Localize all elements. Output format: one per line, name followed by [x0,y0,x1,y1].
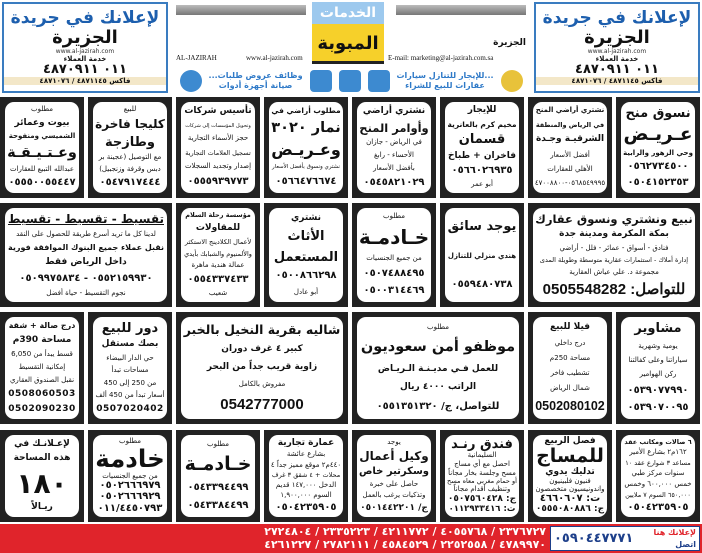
classified-ad[interactable] [0,312,84,424]
classified-ad[interactable] [264,430,348,522]
website-link[interactable]: www.al-jazirah.com [246,54,303,62]
ad-text: تأسيس شركات [184,106,252,117]
promo-service-label: خدمة العملاء [595,55,639,63]
ad-body [269,435,343,517]
ad-phone: ٠٥٠٢٦٦٦٩٧٩ [99,479,161,491]
ad-text: عبدالله التبيع للعقارات [9,164,75,173]
ad-phone: ٠٥٠٤٢٣٥٩٠٥ [275,501,337,513]
ad-text: مساعد ٣ شوارع عقد ١٠ [625,459,691,468]
ad-text: مجموعة د. علي عياش العقارية [569,268,659,277]
map-badge-icon [501,70,523,92]
ad-text: من 250 إلى 450 [103,378,157,387]
classified-ad[interactable] [352,430,436,522]
promo-phone: ٠١١ ٤٨٧٠٩١١ [575,62,659,77]
classified-ad[interactable] [616,312,700,424]
ad-text: الشرقيـة وجـدة [535,134,605,145]
ad-text: نمار ٣٠٢٠ [271,120,341,137]
ad-text: للمقاولات [195,223,241,234]
cta-phone: ٠٥٩٠٤٤٧٧٧١ [554,531,634,546]
ad-phone: ٠٥٥٥٩٣٩٧٧٣ [187,176,249,188]
ad-text: يوجد [387,437,401,446]
ad-text: يومية وشهرية [638,341,678,350]
ad-text: الأثاث [287,229,325,245]
ad-text: مطلوب [383,212,406,221]
ad-text: نسوق منح [625,105,691,121]
ad-text: مشاوير [634,321,682,337]
ad-phone: ٠٥٤٣٣٨٤٤٩٩ [187,499,249,511]
ad-text: تسجيل العلامات التجارية [185,148,251,157]
ad-phone: ٠٥٤٥٨٢١٠٢٩ [363,176,425,188]
advertise-promo-right[interactable] [534,2,700,93]
ad-phone: ٠٥٦٢٧٣٤٥٠٠ [627,161,689,173]
ad-text: ٤٤٠م٢ موقع مميز جداً ٤ [270,460,342,469]
ad-text: للمساج [536,445,604,468]
classified-ad[interactable] [0,203,172,307]
ad-text: مخيم كرم بالعانرية [447,119,517,129]
ad-text: سياراتنا وعلى كفالتنا [628,356,688,365]
people-icon [339,70,361,92]
ad-text: السليمانية [467,451,497,460]
classified-ad[interactable] [440,97,524,198]
ad-body [181,317,343,419]
ad-phone: ٠٥٠٤٢٣٥٩٠٥ [627,501,689,513]
ad-phone: ٠٥٦٦٤٧٦٦٧٤ [275,176,337,188]
ad-phone: ٠٥٠٠٨٦٦٢٩٨ [275,270,337,282]
promo-website: www.al-jazirah.com [55,48,115,55]
ad-text: ٦٥٠,٠٠٠ السوم ٧ ملايين [625,491,691,500]
ad-text: قسط يبدأ من 6,050 [11,349,73,358]
ad-text: إمكانية التقسيط [18,362,66,371]
ad-text: المستعمل [273,249,339,265]
ad-text: كبير ٤ غرف دوران [221,343,303,354]
ad-text: مطلوب [207,439,230,448]
ad-body [269,102,343,193]
ad-phone: للتواصل، ج/ ٠٥٥١٣٥١٣٢٠ [376,400,500,412]
house-tree-icon [368,70,390,92]
ad-text: مساحة 250م [549,353,591,362]
ad-text: والألمنيوم والشبابك بأيدي [184,249,252,258]
ad-phone: ٠٥٤٧٩١٧٤٤٤ [99,177,161,189]
ad-text: دور للبيع [101,320,159,336]
ad-body [357,102,431,193]
ad-text: للعمل فـي مديـنـة الـريـاض [377,363,499,374]
ad-phone: ٠٥٠٠٣١٤٤٦٩ [363,285,425,297]
ad-text: تقسيط - تقسيط - تقسيط [8,211,164,226]
ad-phone: ت: ٤٦٦٠٦٠٧ [539,493,601,505]
ad-phone: ج/ ٠٥٠١٤٤٢٢٠١ [360,502,428,513]
ad-phone: ٠٥٣٩٠٧٧٩٩٠ [627,384,689,396]
ad-text: من جميع الجنسيات [102,471,158,480]
classified-ad[interactable] [440,203,524,307]
ad-text: وتذكيات يرغب بالعمل [362,491,426,500]
ad-text: نشتري أراضي [362,105,426,116]
ad-text: مع التوصيل (عجينة بر [98,153,162,162]
section-title-top: الخدمات [312,2,384,24]
ad-text: هندي منزلي للتنازل [447,251,517,260]
ad-text: للإيجار [467,105,497,116]
email-link[interactable]: E-mail: marketing@al-jazirah.com.sa [388,54,494,62]
ad-text: أفضل الأسعار [550,150,590,159]
classified-ad[interactable] [616,430,700,522]
ad-phone: ٠٥٥٩٤٨٠٧٣٨ [451,278,513,290]
ad-phone: 0502090230 [8,403,76,414]
ad-text: مطلوب [427,322,450,331]
ad-text: خـادمـة [358,225,430,250]
brand-ar-logo: الجزيرة [493,38,526,48]
ad-phone: ٠٥٥٤٣٣٧٤٣٣ [187,273,249,285]
ad-text: ريـالاً [31,501,53,512]
ad-body [533,102,607,193]
ad-text: حاصل على خبرة [369,480,419,489]
advertise-promo-left[interactable] [2,2,168,93]
ad-phone: ٠٥٥٥٠٠٥٥٤٤٧ [8,177,76,189]
ad-body [621,317,695,419]
ad-text: شمال الرياض [550,383,590,392]
promo-title: لإعلانك في جريدة [542,8,692,28]
classified-ad[interactable] [176,312,348,424]
classified-ad[interactable] [528,312,612,424]
ad-body [5,317,79,419]
classified-ad[interactable] [0,430,84,522]
ad-text: إصدار وتجديد السجلات [184,162,252,171]
ad-body [357,317,519,419]
ad-body [621,435,695,517]
classified-ad[interactable] [176,97,260,198]
ad-body [621,102,695,193]
al-jazirah-logo: الجزيرة [52,27,118,48]
classified-ad[interactable] [88,312,172,424]
classifieds-masthead [176,2,526,93]
ad-text: الدخل ١٤٧,٠٠٠ قديم [275,481,337,489]
ad-text: ٦ صالات ومكاتب عقد [624,437,692,446]
ad-text: حي الدار البيضاء [106,353,154,362]
ad-body [93,102,167,193]
ad-body [269,208,343,302]
ad-body [445,208,519,302]
decorative-bar [396,5,526,15]
classified-ad[interactable] [88,97,172,198]
ad-text: ٠٥٦٨٥٤٩٩٩٥-٤٧٠٠٨٨٠٠ [534,179,606,188]
ad-text: بيوت وعمائر [14,117,70,128]
ad-phone: ٠٥٤٣٣٩٤٤٩٩ [187,481,249,493]
phone-dial-icon [180,70,202,92]
ad-text: تشطيب فاخر [550,368,590,377]
section-title-bottom: المبوبة [312,24,384,64]
ad-text: ١٦٢م٢ بشارع الأمير [629,448,687,457]
ad-text: ١٨٠ [16,466,68,500]
ad-body [181,435,255,517]
ad-text: الراتب ٤٠٠٠ ريال [399,382,477,393]
ad-text: نشتري [290,212,322,223]
ad-body [181,102,255,193]
ad-body [5,102,79,193]
ad-text: دبس وقرفة وزنجبيل) [99,165,161,174]
ad-text: مطلوب [119,436,142,445]
category-label: ...للإيجار للتنازل سيارات [396,70,494,80]
ad-text: الأحساء - رابغ [374,151,414,160]
cta-line-1: لإعلانك هنا [653,528,696,537]
footer-phones-line-1: ٢٣٧٦٧٢٧ / ٤٠٥٥٧٦٨ / ٤٢١١٧٧٢ / ٢٣٣٥٢٢٣ / ٢٧٢٤٨٠٤ [264,525,546,538]
car-garage-icon [310,70,332,92]
ad-phone: ج: ٠٥٠٧٥٦٠٤٢٨ [447,493,517,504]
ad-phone: ٠٥٠٤١٥٢٣٥٣ [627,176,689,188]
classified-ad[interactable] [528,430,612,522]
ad-text: مساحات تبدأ [111,366,149,375]
ad-text: لإعـلانـك في [14,438,70,449]
ad-text: وطازجة [105,134,155,150]
ad-text: يوجد سائق [447,218,517,234]
ad-text: الأهلي للعقارات [547,164,593,173]
ad-body [445,102,519,193]
ad-text: مسح وجلسة بخار مجاناً [448,468,516,477]
ad-text: وكيل أعمال [359,449,429,464]
ad-text: وحي الزهور والرابية [623,148,693,157]
ad-text: وتحويل المؤسسات إلى شركات [185,122,251,129]
ad-phone: 0542777000 [220,395,304,413]
ad-body [533,435,607,517]
advertise-here-cta[interactable] [550,526,700,551]
footer-phone-band [0,524,702,553]
ad-text: نجوم التقسيط - حياة أفضل [46,288,126,297]
ad-phone: ت: ٠١١٢٩٣٣٤١٦ [448,504,516,515]
promo-fax: فاكس ٤٨٧١١٤٥ / ٤٨٧١٠٧٦ [536,77,698,85]
ad-text: مطلوب [31,105,54,114]
ad-phone: ٠٥٥٢١٥٩٩٣٠ - ٠٥٠٩٩٧٥٨٣٤ [19,272,153,284]
ad-phone: ٠٥٦٦٠٢٦٩٣٥ [451,164,513,176]
ad-phone: ج: ٠٥٥٥٠٨٠٨٨٦ [535,504,605,515]
ad-text: مطلوب أراضي في [271,106,341,116]
ad-text: داخل الرياض فقط [45,257,127,268]
ad-text: احصل مع أي مساج [454,460,510,469]
ad-text: سنوات مركز طبي [631,469,685,478]
category-label: عقارات للبيع للشراء [405,80,485,90]
ad-text: في الرياض - جازان [366,138,422,147]
promo-title: لإعلانك في جريدة [10,8,160,28]
classified-ad[interactable] [88,430,172,522]
ad-text: وعـريـض [271,140,341,160]
ad-text: فاخران + طباخ [448,150,516,161]
ad-text: درج صالة + شقة [8,320,76,330]
ad-text: مؤسسة رحلة السلام [185,211,251,220]
ad-text: نقبل الصندوق العقاري [9,375,75,384]
classified-ad[interactable] [352,97,436,198]
ad-text: نبيع ونشتري ونسوق عقارك [535,211,693,226]
ad-text: عـريـض [623,124,693,146]
ad-text: نشتري أراضي المنح [535,106,605,115]
ad-phone: ٠٥٣٩٠٧٠٠٩٥ [627,401,689,413]
classified-ad[interactable] [0,97,84,198]
ad-body [181,208,255,302]
ad-phone: ٠١١/٤٤٥٠٧٩٣ [97,502,163,514]
brand-en: AL-JAZIRAH [176,54,217,62]
ad-text: عمالة هندية ماهرة [191,261,245,270]
ad-text: بصك مستقل [101,339,159,350]
ad-text: مساحة 390م [12,334,72,345]
ad-text: عمارة تجارية [277,437,335,448]
al-jazirah-logo: الجزيرة [584,27,650,48]
ad-body [357,208,431,302]
ad-text: لدينا كل ما تريد أسرع طريقة للحصول على النقد [16,230,156,239]
ad-text: زاوية قريب جداً من البحر [206,362,318,372]
ad-text: خمس ٦٠٠,٠٠٠ وخمس [624,480,692,489]
ad-text: خادمة [95,443,165,473]
ad-text: أبو عادل [293,288,319,297]
ad-text: قسمان [458,132,506,148]
ad-text: ركن الهوامير [639,370,677,379]
ad-phone: للتواصل: 0505548282 [542,280,686,298]
ad-text: الشميسي ومنفوحة [8,132,76,141]
ad-phone: 0507020402 [96,403,164,414]
ad-phone: ٠٥٠٢٦٦٦٩٢٩ [99,491,161,503]
ad-text: هذه المساحة [13,453,71,464]
category-label: وظائف عروض طلبات... [208,70,303,80]
ad-body [5,208,167,302]
classified-ad[interactable] [176,203,260,307]
ad-text: حجز الأسماء التجارية [187,134,249,143]
ad-text: وعـتـيـقـة [7,144,77,161]
category-text-right [397,71,494,91]
promo-fax: فاكس ٤٨٧١١٤٥ / ٤٨٧١٠٧٦ [4,77,166,85]
ad-text: فنيون فلبينيون [549,477,591,486]
ad-text: موظفو أمن سعوديون [360,339,516,356]
section-title [312,2,384,64]
ad-body [93,435,167,517]
cta-line-2: اتصل [675,540,696,549]
ad-body [445,435,519,517]
ad-text: أبو عمر [471,180,493,189]
ad-text: شاليه بقرية النخيل بالخبر [183,322,341,338]
ad-text: السوم ١,٩٠٠,٠٠٠ [280,491,332,500]
classified-ad[interactable] [528,97,612,198]
ad-text: نقبل عملاء جميع البنوك الموافقة فورية [8,243,164,253]
ad-text: إدارة أملاك - استثمارات عقارية متوسطة وطويلة المدى [539,256,689,265]
footer-phones [4,525,546,551]
ad-phone: ٠٥٠٧٤٨٨٤٩٥ [363,267,425,279]
ad-text: وأوامر المنح [359,120,429,135]
ad-text: مفروش بالكامل [238,380,286,389]
ad-text: فندق رنـد [451,436,513,452]
ad-phone: 0502080102 [535,399,605,413]
ad-text: خـادمـة [184,453,252,476]
ad-text: للبيع [123,105,137,114]
ad-text: شعيب [208,289,228,298]
promo-website: www.al-jazirah.com [587,48,647,55]
category-label: صيانة أجهزة أدوات [218,80,293,90]
classified-ad[interactable] [352,312,524,424]
ad-text: من جميع الجنسيات [366,253,422,262]
ad-body [533,317,607,419]
classified-ad[interactable] [616,97,700,198]
ad-text: في الرياض والمنطقة [535,120,605,129]
classified-ad[interactable] [528,203,700,307]
category-icons-row [176,68,526,93]
ad-phone: 0508060503 [8,388,76,399]
ad-body [93,317,167,419]
classified-ad[interactable] [352,203,436,307]
footer-phones-line-2: ٤٧٨٩٩٧٠ / ٢٢٥٢٥٥٨ / ٤٥٨٤٥٢٩ / ٢٧٨٢١١١ / ٤٢٦١٢٢٧ [264,538,546,551]
ad-text: أسعار تبدأ من 450 ألف [95,391,165,400]
ad-text: محلات + ٤ شقق ٣ غرف [271,471,341,480]
promo-service-label: خدمة العملاء [63,55,107,63]
classified-ad[interactable] [440,430,524,522]
category-text-left [209,71,303,91]
classified-ad[interactable] [264,97,348,198]
ad-body [533,208,695,302]
ad-text: بمكة المكرمة ومدينة جدة [559,228,669,239]
ad-text: كليجا فاخرة [95,117,165,132]
classified-ad[interactable] [176,430,260,522]
ad-body [357,435,431,517]
ad-text: تدليك يدوي [545,466,595,477]
ad-text: بأفضل الأسعار [373,163,415,172]
promo-phone: ٠١١ ٤٨٧٠٩١١ [43,62,127,77]
ad-text: وتنظيف أقدام مجاناً [453,485,511,494]
ad-body [5,435,79,517]
ad-text: بشارع عائشة [286,450,326,459]
ad-text: لأعمال الكلادينج الاستكثر [184,237,252,246]
ad-text: درج داخلي [554,338,586,347]
decorative-bar [176,5,306,15]
ad-text: أو حمام مغربي معاه مسح [447,477,517,486]
classified-ad[interactable] [264,203,348,307]
ad-text: نشتري ونسوق بأفضل الأسعار [272,164,340,171]
ad-text: فنادق - أسواق - عمائر - فلل - أراضي [559,243,669,252]
ad-text: فصل الربيع [544,436,596,447]
ad-text: وسكرتير خاص [358,465,430,477]
ad-text: فيلا للبيع [549,321,591,332]
ad-text: واندونيسيون متخصصون [535,485,605,494]
